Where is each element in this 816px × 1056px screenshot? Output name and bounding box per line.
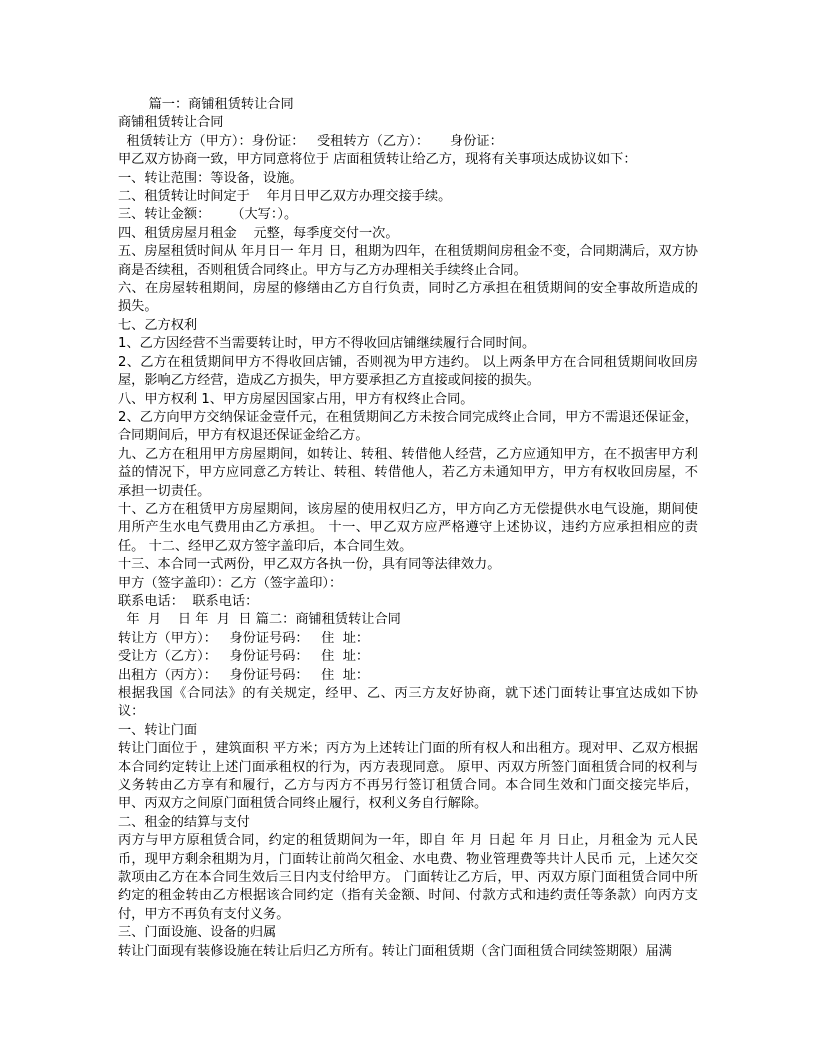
part2-intro: 根据我国《合同法》的有关规定，经甲、乙、丙三方友好协商，就下述门面转让事宜达成如下协议： [118, 686, 698, 720]
transferee-line: 受让方（乙方）： 身份证号码： 住 址： [118, 649, 370, 665]
clause-10: 十、乙方在租赁甲方房屋期间，该房屋的使用权归乙方，甲方向乙方无偿提供水电气设施，期间使用所产生水电气费用由乙方承担。 十一、甲乙双方应严格遵守上述协议，违约方应承担相应的责任。 十二、经甲乙双方签字盖印后，本合同生效。 [118, 501, 698, 554]
clause-8-item-2: 2、乙方向甲方交纳保证金壹仟元，在租赁期间乙方未按合同完成终止合同，甲方不需退还保证金，合同期间后，甲方有权退还保证金给乙方。 [118, 409, 698, 444]
transferor-line: 转让方（甲方）： 身份证号码： 住 址： [118, 630, 370, 646]
clause-9: 九、乙方在租用甲方房屋期间，如转让、转租、转借他人经营，乙方应通知甲方，在不损害甲方利益的情况下，甲方应同意乙方转让、转租、转借他人，若乙方未通知甲方，甲方有权收回房屋，不承担一切责任。 [118, 446, 698, 499]
parties-line: 租赁转让方（甲方）：身份证： 受租转方（乙方）： 身份证： [118, 133, 503, 149]
phone-line: 联系电话： 联系电话： [118, 593, 259, 609]
clause-3: 三、转让金额： （大写：）。 [118, 207, 298, 223]
part2-section-3-text: 转让门面现有装修设施在转让后归乙方所有。转让门面租赁期（含门面租赁合同续签期限）届满 [118, 943, 672, 959]
part2-section-1-text: 转让门面位于 ，建筑面积 平方米；丙方为上述转让门面的所有权人和出租方。现对甲、乙双方根据本合同约定转让上述门面承租权的行为，丙方表现同意。 原甲、丙双方所签门面租赁合同的权利与义务转由乙方享有和履行，乙方与丙方不再另行签订租赁合同。本合同生效和门面交接完毕后，甲、丙双方之间原门面租赁合同终止履行，权利义务自行解除。 [118, 741, 698, 812]
date-line: 年 月 日 年 月 日 篇二：商铺租赁转让合同 [118, 612, 401, 628]
part2-section-1-heading: 一、转让门面 [118, 722, 198, 738]
lessor-line: 出租方（丙方）： 身份证号码： 住 址： [118, 667, 370, 683]
clause-7-heading: 七、乙方权利 [118, 317, 198, 333]
clause-7-item-2: 2、乙方在租赁期间甲方不得收回店铺，否则视为甲方违约。 以上两条甲方在合同租赁期间收回房屋，影响乙方经营，造成乙方损失，甲方要承担乙方直接或间接的损失。 [118, 354, 698, 389]
intro-paragraph: 甲乙双方协商一致，甲方同意将位于 店面租赁转让给乙方，现将有关事项达成协议如下： [118, 152, 637, 168]
clause-2: 二、租赁转让时间定于 年月日甲乙双方办理交接手续。 [118, 189, 452, 205]
contract-document [118, 96, 698, 961]
clause-4: 四、租赁房屋月租金 元整，每季度交付一次。 [118, 225, 399, 241]
part2-section-3-heading: 三、门面设施、设备的归属 [118, 925, 277, 941]
part2-section-2-heading: 二、租金的结算与支付 [118, 814, 250, 830]
clause-6: 六、在房屋转租期间，房屋的修缮由乙方自行负责，同时乙方承担在租赁期间的安全事故所造成的损失。 [118, 281, 698, 315]
clause-1: 一、转让范围：等设备，设施。 [118, 170, 303, 186]
clause-13: 十三、本合同一式两份，甲乙双方各执一份，具有同等法律效力。 [118, 557, 501, 573]
part1-title: 商铺租赁转让合同 [118, 115, 224, 131]
clause-5: 五、房屋租赁时间从 年月日一 年月 日，租期为四年，在租赁期间房租金不变，合同期满后，双方协商是否续租，否则租赁合同终止。甲方与乙方办理相关手续终止合同。 [118, 244, 698, 278]
part2-section-2-text: 丙方与甲方原租赁合同，约定的租赁期间为一年，即自 年 月 日起 年 月 日止，月租金为 元人民币，现甲方剩余租期为月，门面转让前尚欠租金、水电费、物业管理费等共计人民币 元，上述欠交款项由乙方在本合同生效后三日内支付给甲方。 门面转让乙方后，甲、丙双方原门面租赁合同中所约定的租金转由乙方根据该合同约定（指有关金额、时间、付款方式和违约责任等条款）向丙方支付，甲方不再负有支付义务。 [118, 833, 698, 922]
clause-8: 八、甲方权利 1、甲方房屋因国家占用，甲方有权终止合同。 [118, 391, 474, 407]
clause-7-item-1: 1、乙方因经营不当需要转让时，甲方不得收回店铺继续履行合同时间。 [118, 336, 536, 352]
part1-heading: 篇一：商铺租赁转让合同 [118, 97, 294, 112]
signature-line: 甲方（签字盖印）：乙方（签字盖印）： [118, 575, 343, 591]
